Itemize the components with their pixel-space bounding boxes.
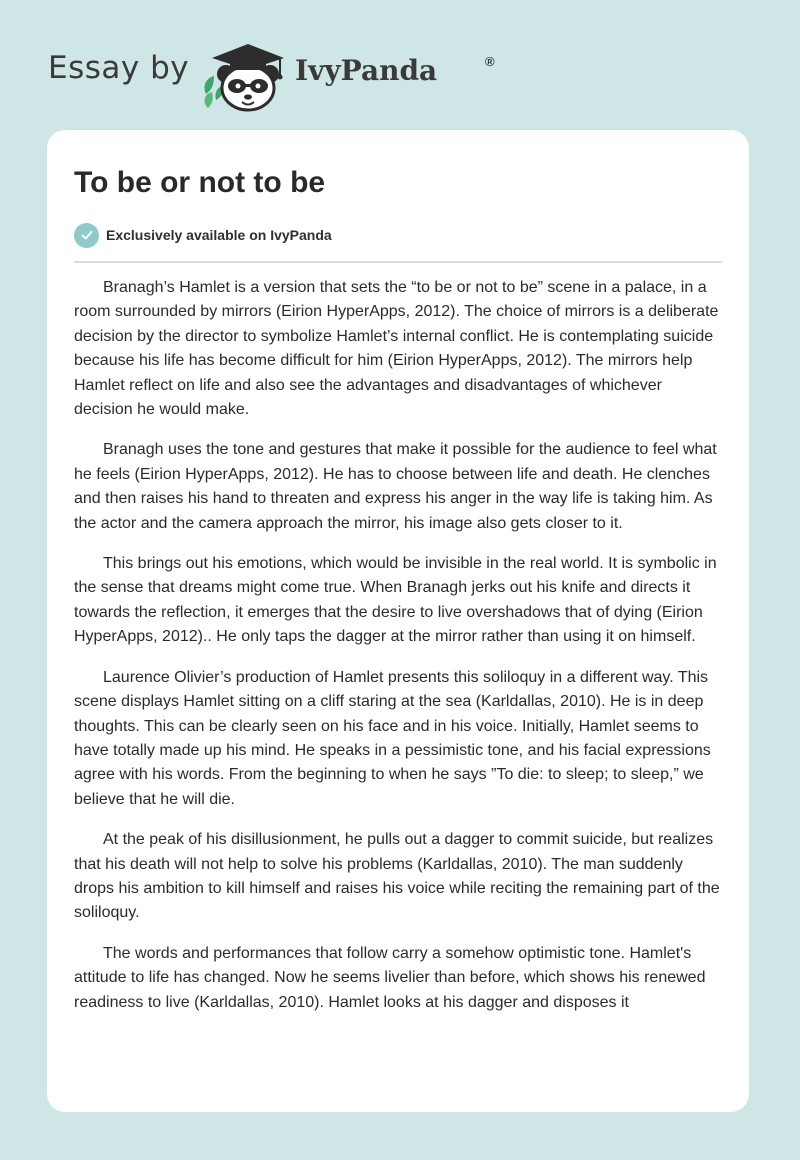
title-divider (74, 261, 722, 263)
exclusive-badge (74, 222, 332, 248)
essay-card (47, 130, 749, 1112)
checkmark-icon (74, 223, 99, 248)
paragraph: This brings out his emotions, which would be invisible in the real world. It is symbolic in the sense that dreams might come true. When Branagh jerks out his knife and directs it towards the reflection, it emerges that the desire to live overshadows that of dying (Eirion HyperApps, 2012).. He only taps the dagger at the mirror rather than using it on himself. (74, 555, 717, 646)
panda-logo-icon (200, 36, 292, 112)
brand-name: IvyPanda (295, 54, 438, 87)
essay-body (74, 276, 722, 1031)
brand-prefix: Essay by (48, 50, 190, 86)
essay-title: To be or not to be (74, 166, 326, 199)
paragraph: Branagh uses the tone and gestures that make it possible for the audience to feel what he feels (Eirion HyperApps, 2012). He has to choose between life and death. He clenches and then raises his hand to threaten and express his anger in the way life is taking him. As the actor and the camera approach the mirror, his image also gets closer to it. (74, 441, 717, 532)
registered-mark: ® (485, 54, 495, 69)
paragraph: Branagh’s Hamlet is a version that sets the “to be or not to be” scene in a palace, in a room surrounded by mirrors (Eirion HyperApps, 2012). The choice of mirrors is a deliberate decision by the director to symbolize Hamlet’s internal conflict. He is contemplating suicide because his life has become difficult for him (Eirion HyperApps, 2012). The mirrors help Hamlet reflect on life and also see the advantages and disadvantages of whichever decision he would make. (74, 279, 719, 419)
paragraph: The words and performances that follow carry a somehow optimistic tone. Hamlet's attitude to life has changed. Now he seems livelier than before, which shows his renewed readiness to live (Karldallas, 2010). Hamlet looks at his dagger and disposes it (74, 944, 706, 1011)
paragraph: Laurence Olivier’s production of Hamlet presents this soliloquy in a different way. This scene displays Hamlet sitting on a cliff staring at the sea (Karldallas, 2010). He is in deep thoughts. This can be clearly seen on his face and in his voice. Initially, Hamlet seems to have totally made up his mind. He speaks in a pessimistic tone, and his facial expressions agree with his words. From the beginning to when he says ”To die: to sleep; to sleep,” we believe that he will die. (74, 668, 711, 808)
paragraph: At the peak of his disillusionment, he pulls out a dagger to commit suicide, but realizes that his death will not help to solve his problems (Karldallas, 2010). The man suddenly drops his ambition to kill himself and raises his voice while reciting the remaining part of the soliloquy. (74, 831, 720, 922)
site-header[interactable] (48, 36, 508, 116)
badge-label: Exclusively available on IvyPanda (106, 227, 332, 243)
